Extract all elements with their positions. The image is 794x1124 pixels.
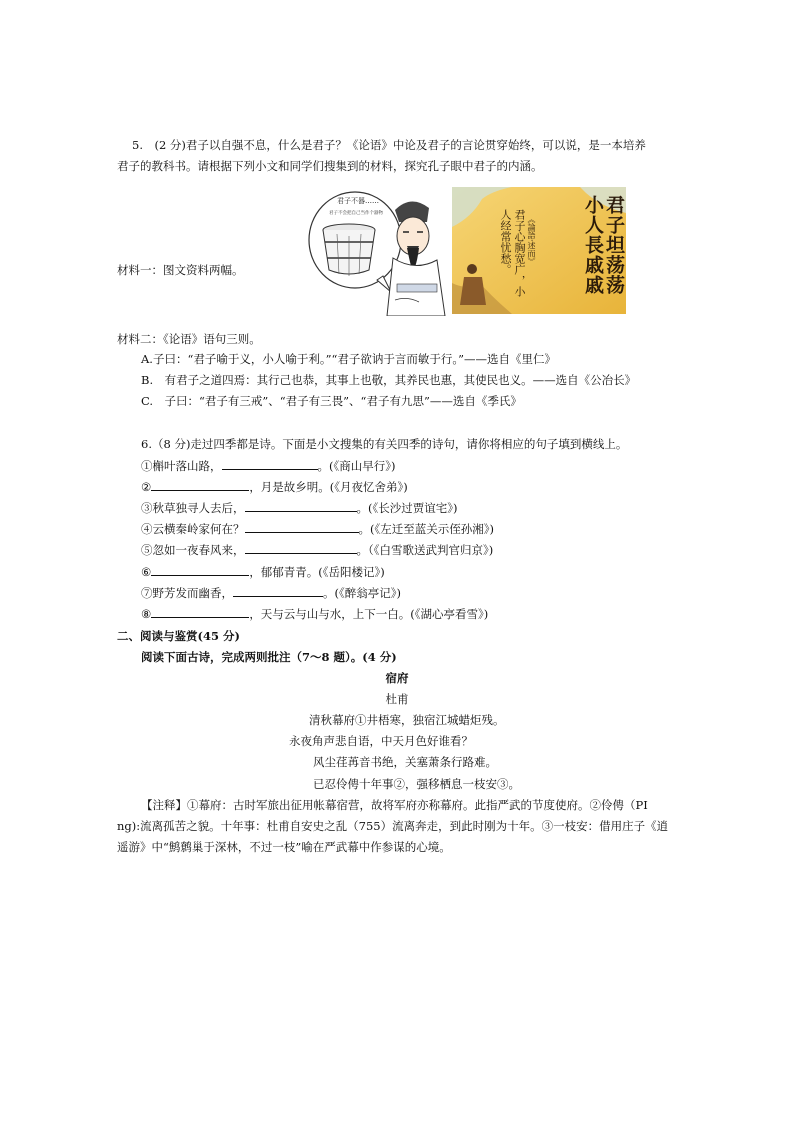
q6-item-6 <box>141 563 385 580</box>
q6-intro: 6.（8 分)走过四季都是诗。下面是小文搜集的有关四季的诗句，请你将相应的句子填到横线上。 <box>141 437 628 451</box>
poem-line-3: 风尘荏苒音书绝，关塞萧条行路难。 <box>313 755 497 769</box>
answer-blank-8[interactable] <box>151 605 249 618</box>
q6-item-7-pre: ⑦野芳发而幽香， <box>141 586 233 600</box>
q6-item-5 <box>141 541 493 558</box>
calligraphy-note: 君子心胸宽广，小人经常忧愁。 <box>499 209 526 297</box>
answer-blank-7[interactable] <box>233 584 323 597</box>
q5-line2: 君子的教科书。请根据下列小文和同学们搜集到的材料，探究孔子眼中君子的内涵。 <box>117 159 543 173</box>
q6-item-1 <box>141 457 395 474</box>
q6-item-7 <box>141 584 401 601</box>
q6-item-1-post: 。(《商山早行》) <box>317 459 396 473</box>
cartoon-bubble-text: 君子不器…… <box>337 197 379 205</box>
calligraphy-image <box>452 187 626 314</box>
poem-line-1: 清秋幕府①井梧寒，独宿江城蜡炬残。 <box>309 713 505 727</box>
poem-author: 杜甫 <box>385 692 409 706</box>
item-a: A.子曰：“君子喻于义，小人喻于利。”“君子欲讷于言而敏于行。”——选自《里仁》 <box>141 352 556 366</box>
q6-item-6-post: ，郁郁青青。(《岳阳楼记》) <box>249 565 385 579</box>
material2-label: 材料二：《论语》语句三则。 <box>117 332 261 346</box>
calligraphy-source: 《論語·述而》 <box>527 215 536 266</box>
q6-item-2 <box>141 478 408 495</box>
answer-blank-5[interactable] <box>245 541 357 554</box>
section2-instruction: 阅读下面古诗，完成两则批注（7～8 题）。(4 分) <box>141 650 397 664</box>
answer-blank-1[interactable] <box>222 457 318 470</box>
q6-item-8 <box>141 605 488 622</box>
notes-line-1: 【注释】①幕府：古时军旅出征用帐幕宿营，故将军府亦称幕府。此指严武的节度使府。②伶俜（PI <box>141 798 648 812</box>
q6-item-2-post: ，月是故乡明。(《月夜忆舍弟》) <box>249 480 408 494</box>
q6-item-4-post: 。(《左迁至蓝关示侄孙湘》) <box>358 522 494 536</box>
q6-item-6-pre: ⑥ <box>141 565 152 579</box>
q6-item-5-pre: ⑤忽如一夜春风来， <box>141 543 245 557</box>
q6-item-4 <box>141 520 494 537</box>
q6-item-2-pre: ② <box>141 480 152 494</box>
notes-line-3: 遥游》中“鹪鹩巢于深林，不过一枝”喻在严武幕中作参谋的心境。 <box>117 840 451 854</box>
answer-blank-4[interactable] <box>245 520 359 533</box>
answer-blank-2[interactable] <box>151 478 249 491</box>
q6-item-8-post: ，天与云与山与水，上下一白。(《湖心亭看雪》) <box>249 607 489 621</box>
q6-item-3 <box>141 499 457 516</box>
item-b: B. 有君子之道四焉：其行己也恭，其事上也敬，其养民也惠，其使民也义。——选自《公冶长》 <box>141 373 637 387</box>
calligraphy-main-text: 君子坦荡荡 小人長戚戚 <box>582 195 625 295</box>
cartoon-confucius-image <box>307 188 447 316</box>
poem-line-2: 永夜角声悲自语，中天月色好谁看？ <box>289 734 473 748</box>
answer-blank-3[interactable] <box>245 499 357 512</box>
section2-heading: 二、阅读与鉴赏(45 分) <box>117 629 240 643</box>
q6-item-1-pre: ①槲叶落山路， <box>141 459 222 473</box>
poem-title: 宿府 <box>385 671 409 685</box>
answer-blank-6[interactable] <box>151 563 249 576</box>
q6-item-4-pre: ④云横秦岭家何在？ <box>141 522 245 536</box>
q6-item-5-post: 。（《白雪歌送武判官归京》) <box>356 543 494 557</box>
notes-line-2: ng):流离孤苦之貌。十年事：杜甫自安史之乱（755）流离奔走，到此时刚为十年。③一枝安：借用庄子《逍 <box>117 819 669 833</box>
item-c: C. 子曰：“君子有三戒”、“君子有三畏”、“君子有九思”——选自《季氏》 <box>141 394 522 408</box>
cartoon-note-text: 君子不会把自己当作个器物 <box>329 211 383 216</box>
poem-line-4: 已忍伶俜十年事②，强移栖息一枝安③。 <box>313 777 520 791</box>
q6-item-8-pre: ⑧ <box>141 607 152 621</box>
material1-label: 材料一：图文资料两幅。 <box>117 263 244 277</box>
q5-line1: 5. (2 分)君子以自强不息，什么是君子？《论语》中论及君子的言论贯穿始终，可以说，是一本培养 <box>132 138 646 152</box>
q6-item-7-post: 。(《醉翁亭记》) <box>323 586 401 600</box>
q6-item-3-post: 。(《长沙过贾谊宅》) <box>356 501 458 515</box>
q6-item-3-pre: ③秋草独寻人去后， <box>141 501 245 515</box>
